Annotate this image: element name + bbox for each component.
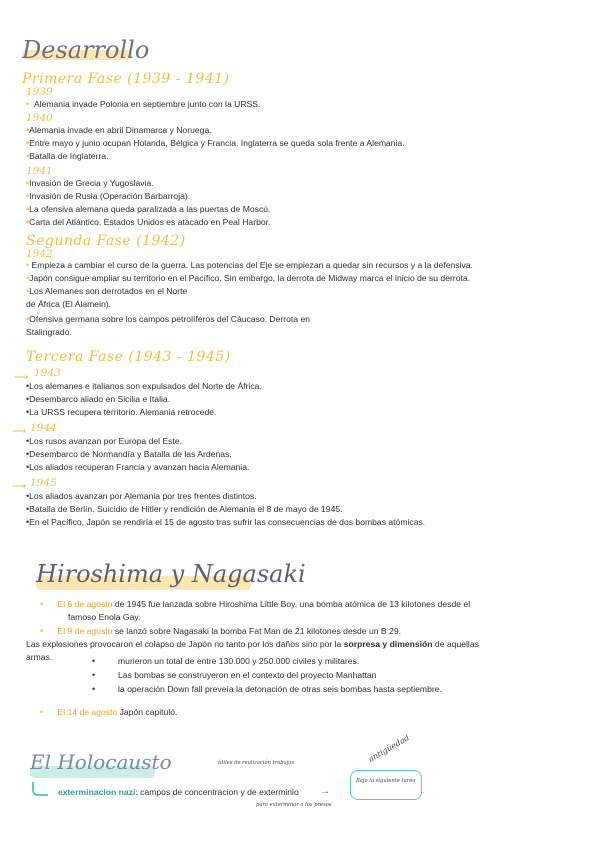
bullet-icon: • xyxy=(26,436,30,446)
bullet-icon: • xyxy=(26,394,30,404)
bullet-icon: • xyxy=(26,449,30,459)
bullet-icon: • xyxy=(26,217,30,227)
text-line: •Batalla de Berlín. Suicidio de Hitler y rendición de Alemania el 8 de mayo de 1945. xyxy=(26,504,343,514)
bullet-icon: • xyxy=(26,260,30,270)
section-title-desarrollo: Desarrollo xyxy=(22,36,150,64)
text-line: •Los Alemanes son derrotados en el Norte xyxy=(26,286,188,296)
handwritten-note: antigüedad xyxy=(366,733,411,764)
text-line: •Los aliados avanzan por Alemania por tres frentes distintos. xyxy=(26,491,257,501)
text-line: famoso Enola Gay. xyxy=(68,612,141,622)
arrow-icon: ⟶ xyxy=(12,426,27,437)
bullet-icon: • xyxy=(40,599,44,609)
text-line: •Carta del Atlántico. Estados Unidos es atacado en Peal Harbor. xyxy=(26,217,271,227)
text-line: •Desembarco de Normandía y Batalla de las Ardenas. xyxy=(26,449,232,459)
text-line: •Invasión de Grecia y Yugoslavia. xyxy=(26,178,154,188)
phase-title-3: Tercera Fase (1943 - 1945) xyxy=(26,349,231,365)
arrow-icon: → xyxy=(320,786,330,797)
text-line: exterminacion nazi: campos de concentracion y de exterminio xyxy=(58,787,299,797)
text-line: •Ofensiva germana sobre los campos petrolíferos del Cáucaso. Derrota en xyxy=(26,314,311,324)
year-1940: 1940 xyxy=(26,112,53,124)
bullet-icon: • xyxy=(92,656,96,666)
text-line: •Los rusos avanzan por Europa del Este. xyxy=(26,436,183,446)
bullet-icon: • xyxy=(26,151,30,161)
text-line: Las explosiones provocaron el colapso de Japón no tanto por los daños sino por la sorpresa y dimensión de aquellas xyxy=(26,639,479,649)
year-1941: 1941 xyxy=(26,165,53,177)
arrow-icon: ⟶ xyxy=(12,481,27,492)
text-line: de África (El Alamein). xyxy=(26,299,112,309)
bullet-icon: • xyxy=(26,286,30,296)
year-1944: 1944 xyxy=(30,422,57,434)
text-line: Stalingrado. xyxy=(26,327,72,337)
text-line: •Alemania invade en abril Dinamarca y Noruega. xyxy=(26,125,212,135)
text-line: • murieron un total de entre 130.000 y 250.000 civiles y militares. xyxy=(92,656,360,666)
bullet-icon: • xyxy=(26,407,30,417)
bullet-icon: • xyxy=(26,178,30,188)
text-line: •Desembarco aliado en Sicilia e Italia. xyxy=(26,394,171,404)
bullet-icon: • xyxy=(26,314,30,324)
text-line: •Entre mayo y junio ocupan Holanda, Bélgica y Francia. Inglaterra se queda sola frente a Alemania. xyxy=(26,138,405,148)
section-title-holocausto: El Holocausto xyxy=(30,750,172,774)
text-line: •Los alemanes e italianos son expulsados del Norte de África. xyxy=(26,381,262,391)
bullet-icon: • xyxy=(26,191,30,201)
arrow-icon: ⟶ xyxy=(14,372,29,383)
bullet-icon: • xyxy=(26,125,30,135)
bullet-icon: • xyxy=(26,462,30,472)
text-line: •En el Pacífico, Japón se rendiría el 15 de agosto tras sufrir las consecuencias de dos bombas atómicas. xyxy=(26,517,426,527)
text-line: • Las bombas se construyeron en el contexto del proyecto Manhattan xyxy=(92,670,377,680)
text-line: • la operación Down fall preveía la detonación de otras seis bombas hasta septiembre. xyxy=(92,684,442,694)
connector-icon xyxy=(32,782,48,796)
bullet-icon: • xyxy=(26,491,30,501)
bullet-icon: • xyxy=(26,138,30,148)
section-title-hiroshima: Hiroshima y Nagasaki xyxy=(36,560,306,588)
bullet-icon: • xyxy=(92,684,96,694)
bullet-icon: • xyxy=(26,381,30,391)
bullet-icon: • xyxy=(92,670,96,680)
phase-title-2: Segunda Fase (1942) xyxy=(26,233,186,249)
bullet-icon: • xyxy=(40,707,44,717)
text-line: • El 6 de agosto de 1945 fue lanzada sobre Hiroshima Little Boy, una bomba atómica de 13 kilotones desde el xyxy=(40,599,471,609)
year-1939: 1939 xyxy=(26,86,53,98)
bullet-icon: • xyxy=(26,204,30,214)
bullet-icon: • xyxy=(40,626,44,636)
text-line: armas. xyxy=(26,652,53,662)
bullet-icon: • xyxy=(26,504,30,514)
text-line: •La URSS recupera territorio. Alemania retrocede. xyxy=(26,407,217,417)
text-line: • Empieza a cambiar el curso de la guerra. Las potencias del Eje se empiezan a quedar sin recursos y a la defensiva. xyxy=(26,260,473,270)
bullet-icon: • xyxy=(26,273,30,283)
note-box-text: Bajo la siguiente tarea xyxy=(356,778,416,784)
text-line: •Japón consigue ampliar su territorio en el Pacífico. Sin embargo, la derrota de Midway marca el inicio de su derrota. xyxy=(26,273,471,283)
text-line: •Batalla de Inglaterra. xyxy=(26,151,109,161)
handwritten-note: para exterminar a los presos xyxy=(256,802,332,808)
handwritten-note: útiles de realización trabajos xyxy=(218,760,295,766)
text-line: • El 9 de agosto se lanzó sobre Nagasaki la bomba Fat Man de 21 kilotones desde un B 29. xyxy=(40,626,401,636)
year-1942: 1942 xyxy=(26,248,53,260)
bullet-icon: • xyxy=(26,99,30,109)
note-box xyxy=(350,770,422,800)
phase-title-1: Primera Fase (1939 - 1941) xyxy=(22,71,230,87)
text-line: •Invasión de Rusia (Operación Barbarroja). xyxy=(26,191,191,201)
text-line: •Los aliados recuperan Francia y avanzan hacia Alemania. xyxy=(26,462,250,472)
text-line: •La ofensiva alemana queda paralizada a las puertas de Moscú. xyxy=(26,204,271,214)
bullet-icon: • xyxy=(26,517,30,527)
year-1943: 1943 xyxy=(34,367,61,379)
year-1945: 1945 xyxy=(30,477,57,489)
text-line: • Alemania invade Polonia en septiembre junto con la URSS. xyxy=(26,99,261,109)
text-line: • El 14 de agosto Japón capituló. xyxy=(40,707,178,717)
